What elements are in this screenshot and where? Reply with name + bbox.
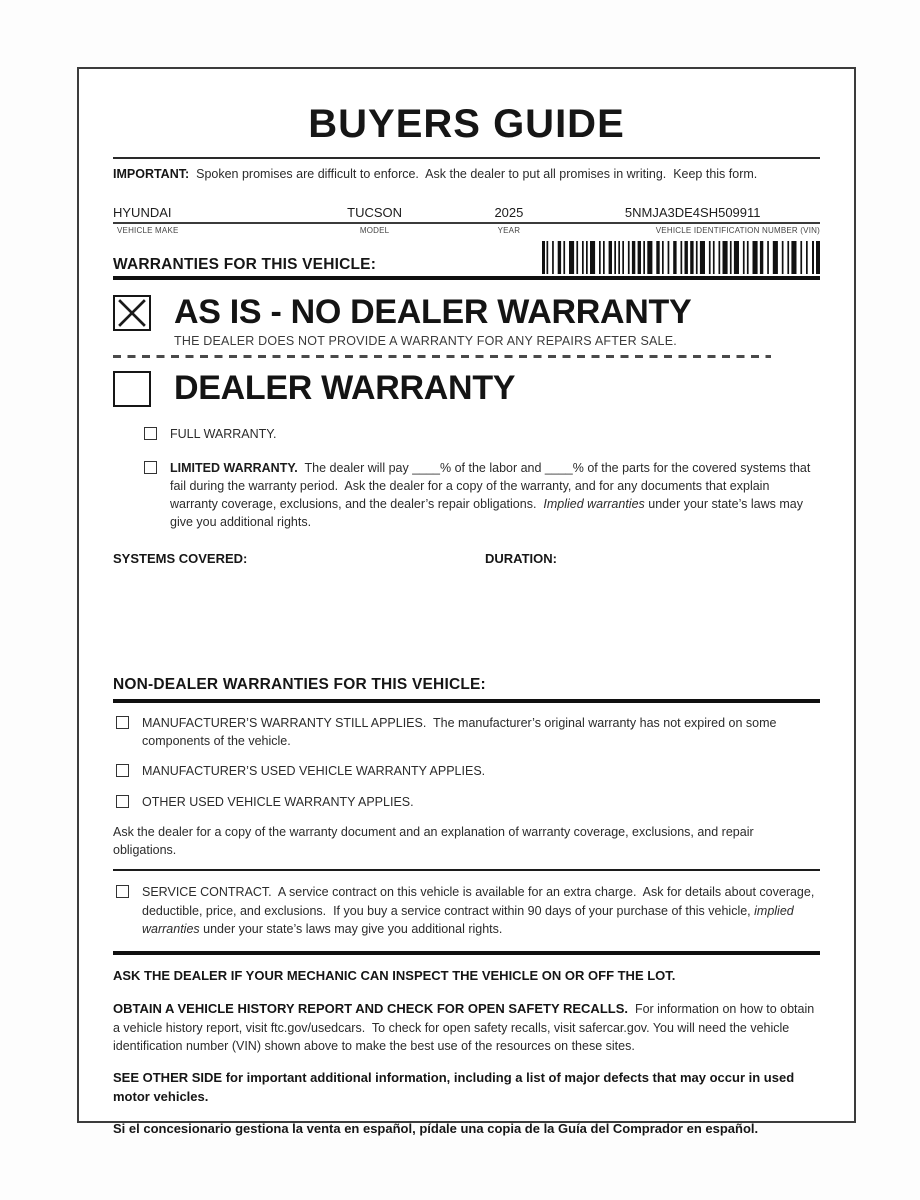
full-warranty-item (144, 425, 820, 443)
limited-warranty-text: LIMITED WARRANTY. The dealer will pay ____% of the labor and ____% of the parts for the covered systems that fail during the warranty period. Ask the dealer for a copy of the warranty, and for any documents that explain warranty coverage, exclusions, and the dealer’s repair obligations. Implied warranties under your state’s laws may give you additional rights. (170, 460, 814, 529)
service-contract-text: SERVICE CONTRACT. A service contract on this vehicle is available for an extra charge. Ask for details about coverage, deductible, price, and exclusions. If you buy a service contract within 90 days of your purchase of this vehicle, implied warranties under your state’s laws may give you additional rights. (142, 885, 818, 936)
systems-covered-label: SYSTEMS COVERED: (113, 551, 248, 567)
systems-covered-blank-space (113, 566, 820, 676)
vehicle-year-value: 2025 (494, 204, 524, 220)
service-contract-checkbox[interactable] (116, 885, 129, 898)
mechanic-inspection-notice: ASK THE DEALER IF YOUR MECHANIC CAN INSPECT THE VEHICLE ON OR OFF THE LOT. (113, 967, 676, 983)
limited-warranty-item (144, 459, 820, 532)
vehicle-year-label: YEAR (497, 225, 521, 235)
vehicle-info-underline (113, 222, 820, 224)
important-notice (113, 166, 820, 184)
as-is-checkbox[interactable] (113, 295, 151, 331)
manufacturer-used-warranty-item (116, 762, 820, 780)
as-is-title: AS IS - NO DEALER WARRANTY (174, 292, 692, 331)
limited-warranty-label: LIMITED WARRANTY. (170, 460, 298, 475)
dealer-warranty-title: DEALER WARRANTY (174, 368, 516, 407)
manufacturer-used-warranty-checkbox[interactable] (116, 764, 129, 777)
vehicle-make-value: HYUNDAI (113, 204, 172, 220)
important-text: Spoken promises are difficult to enforce. Ask the dealer to put all promises in writing. Keep this form. (189, 167, 758, 181)
vehicle-history-label: OBTAIN A VEHICLE HISTORY REPORT AND CHECK FOR OPEN SAFETY RECALLS. (113, 1000, 628, 1016)
dealer-warranty-row (113, 368, 820, 407)
dealer-warranty-checkbox[interactable] (113, 371, 151, 407)
divider (113, 157, 820, 159)
other-used-warranty-text: OTHER USED VEHICLE WARRANTY APPLIES. (142, 794, 414, 809)
full-warranty-checkbox[interactable] (144, 427, 157, 440)
systems-duration-row (113, 551, 820, 566)
manufacturer-warranty-item (116, 714, 820, 750)
divider (113, 869, 820, 872)
spanish-notice: Si el concesionario gestiona la venta en español, pídale una copia de la Guía del Comprador en español. (113, 1120, 759, 1136)
limited-warranty-checkbox[interactable] (144, 461, 157, 474)
warranties-header-row (113, 240, 820, 274)
vehicle-vin-label: VEHICLE IDENTIFICATION NUMBER (VIN) (655, 225, 820, 235)
manufacturer-warranty-text: MANUFACTURER’S WARRANTY STILL APPLIES. The manufacturer’s original warranty has not expired on some components of the vehicle. (142, 716, 780, 749)
important-label: IMPORTANT: (113, 167, 190, 181)
vin-barcode (542, 241, 820, 274)
vehicle-vin-value: 5NMJA3DE4SH509911 (624, 204, 761, 220)
thick-divider (113, 699, 820, 703)
vehicle-model-value: TUCSON (347, 204, 403, 220)
vehicle-make-label: VEHICLE MAKE (117, 225, 179, 235)
vehicle-model-label: MODEL (359, 225, 390, 235)
warranties-heading: WARRANTIES FOR THIS VEHICLE: (113, 255, 377, 273)
thick-divider (113, 951, 820, 955)
form-page (77, 67, 856, 1136)
thick-divider (113, 276, 820, 280)
manufacturer-used-warranty-text: MANUFACTURER’S USED VEHICLE WARRANTY APPLIES. (142, 764, 486, 779)
vehicle-history-notice: OBTAIN A VEHICLE HISTORY REPORT AND CHECK FOR OPEN SAFETY RECALLS. For information on how to obtain a vehicle history report, visit ftc.gov/usedcars. To check for open safety recalls, visit safercar.gov. You will need the vehicle identification number (VIN) shown above to make the best use of the resources on these sites. (113, 1000, 818, 1054)
full-warranty-label: FULL WARRANTY. (170, 426, 277, 441)
see-other-side-notice: SEE OTHER SIDE for important additional information, including a list of major defects that may occur in used motor vehicles. (113, 1070, 798, 1104)
duration-label: DURATION: (485, 551, 557, 567)
as-is-subtitle: THE DEALER DOES NOT PROVIDE A WARRANTY FOR ANY REPAIRS AFTER SALE. (174, 333, 677, 348)
vehicle-info-values (113, 205, 820, 220)
non-dealer-heading: NON-DEALER WARRANTIES FOR THIS VEHICLE: (113, 676, 486, 694)
vin-barcode-svg (542, 241, 820, 274)
manufacturer-warranty-checkbox[interactable] (116, 716, 129, 729)
other-used-warranty-item (116, 793, 820, 811)
vehicle-info-labels (113, 226, 820, 235)
other-used-warranty-checkbox[interactable] (116, 795, 129, 808)
x-mark-icon (115, 297, 149, 329)
warranty-document-note: Ask the dealer for a copy of the warranty document and an explanation of warranty coverage, exclusions, and repair obligations. (113, 824, 758, 857)
dashed-divider (113, 355, 771, 358)
service-contract-item (116, 883, 820, 937)
as-is-row (113, 292, 820, 331)
page-title: BUYERS GUIDE (308, 102, 625, 146)
